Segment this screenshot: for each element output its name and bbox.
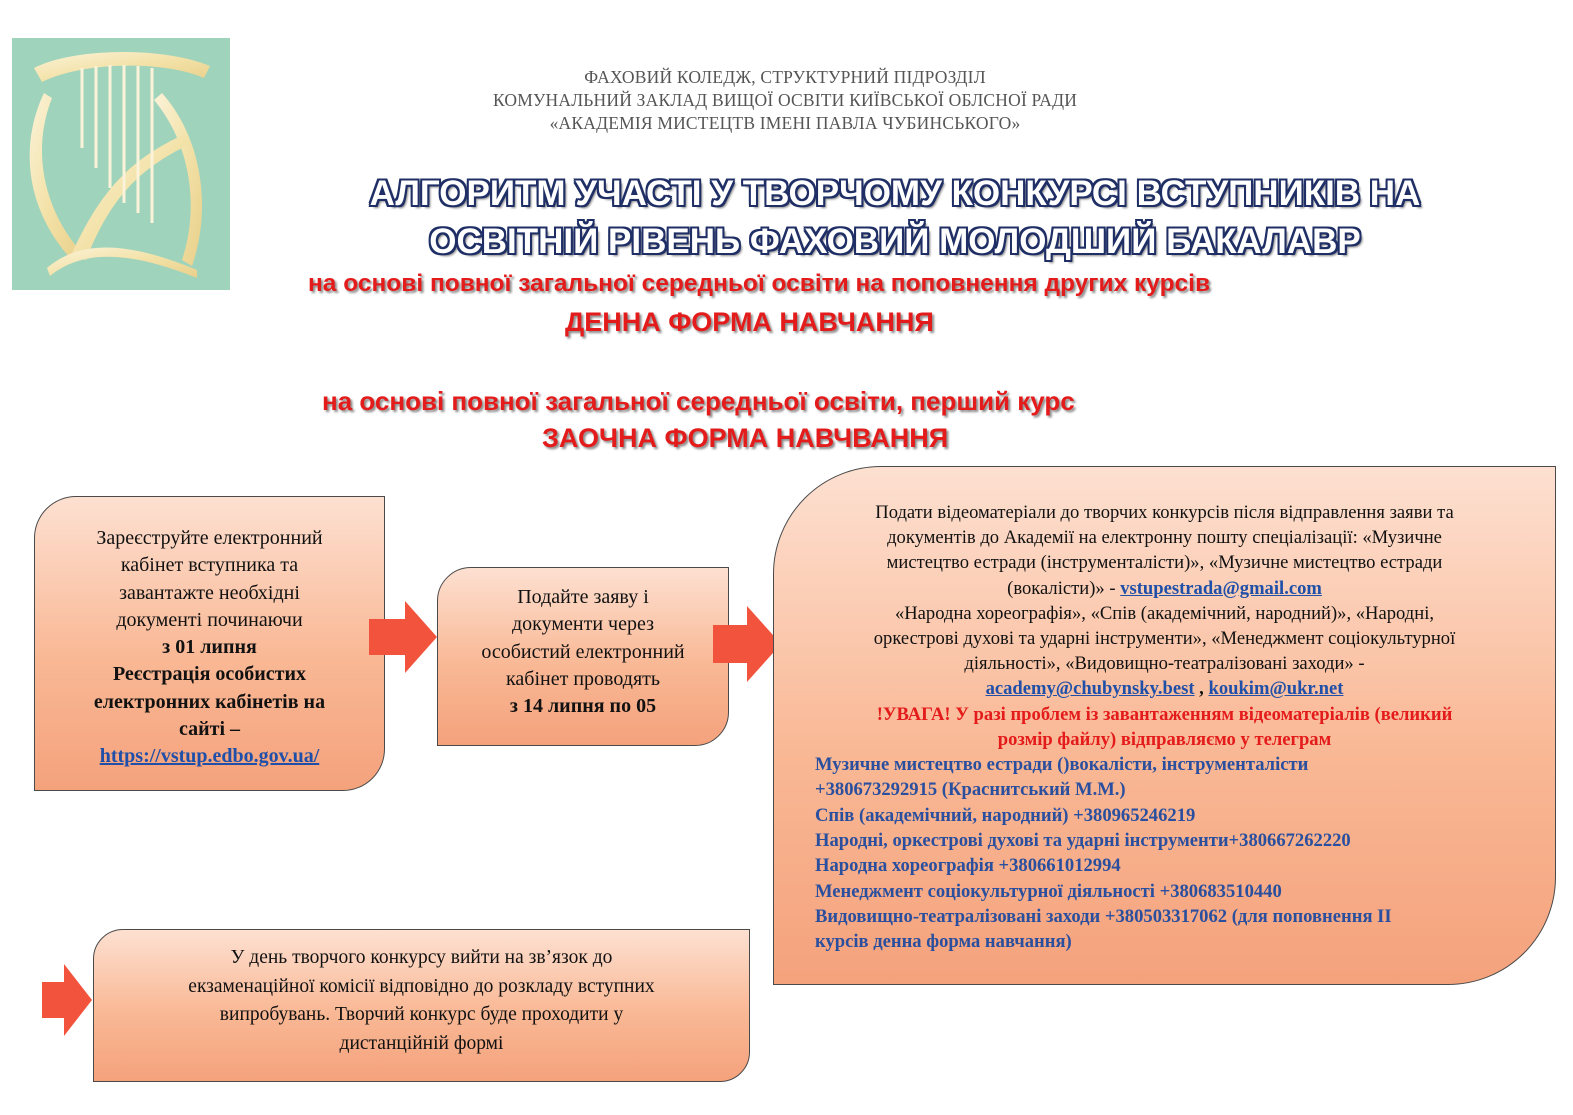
step-1-line: Зареєструйте електронний <box>96 527 323 549</box>
step-4-line: екзаменаційної комісії відповідно до розкладу вступних <box>188 975 655 997</box>
warning-text: !УВАГА! У разі проблем із завантаженням відеоматеріалів (великий <box>876 703 1453 725</box>
edbo-link[interactable]: https://vstup.edbo.gov.ua/ <box>99 745 320 768</box>
subtitle-extramural-form: ЗАОЧНА ФОРМА НАВЧВАННЯ <box>542 423 949 453</box>
email-estrada-link[interactable]: vstupestrada@gmail.com <box>1120 577 1322 599</box>
step-1-line: кабінет вступника та <box>120 554 299 577</box>
contact-item: Менеджмент соціокультурної діяльності +380683510440 <box>815 880 1282 902</box>
step-1-registration-text: сайті – <box>178 718 241 741</box>
step-3-emails-line <box>804 676 1525 701</box>
contact-item: Народні, оркестрові духові та ударні інструменти+380667262220 <box>815 829 1351 851</box>
step-1-register-box <box>34 496 385 791</box>
step-3-intro: (вокалісти)» - <box>1007 577 1116 599</box>
email-separator: , <box>1199 678 1204 700</box>
contact-item: Видовищно-театралізовані заходи +380503317062 (для поповнення ІІ <box>815 905 1392 927</box>
step-2-line: документи через <box>512 613 654 636</box>
step-3-group-2: «Народна хореографія», «Спів (академічний, народний)», «Народні, <box>894 602 1435 624</box>
step-3-video-box <box>773 466 1556 985</box>
subtitle-extramural-basis: на основі повної загальної середньої освіти, перший курс <box>322 386 1075 416</box>
arrow-right-icon <box>369 601 437 673</box>
academy-logo <box>12 38 230 290</box>
warning-text: розмір файлу) відправляємо у телеграм <box>997 728 1332 750</box>
step-3-intro: мистецтво естради (інструменталісти)», «Музичне мистецтво естради <box>886 552 1443 574</box>
contact-item: курсів денна форма навчання) <box>815 931 1072 953</box>
step-2-line: кабінет проводять <box>505 667 660 690</box>
step-2-dates: з 14 липня по 05 <box>509 695 657 718</box>
contact-item: Музичне мистецтво естради ()вокалісти, інструменталісти <box>815 754 1309 776</box>
arrow-right-icon <box>42 964 92 1036</box>
step-2-submit-box <box>437 567 729 746</box>
step-4-line: дистанційній формі <box>339 1033 504 1055</box>
page-title <box>270 170 1520 266</box>
step-3-group-2: оркестрові духові та ударні інструменти», «Менеджмент соціокультурної <box>873 628 1456 650</box>
step-4-line: випробувань. Творчий конкурс буде проходити у <box>219 1004 624 1026</box>
title-line-2: ОСВІТНІЙ РІВЕНЬ ФАХОВИЙ МОЛОДШИЙ БАКАЛАВР <box>429 222 1361 261</box>
arrow-right-icon <box>713 606 781 682</box>
subtitle-day-form: ДЕННА ФОРМА НАВЧАННЯ <box>565 307 934 337</box>
telegram-contacts-list <box>804 752 1525 954</box>
step-3-group-2: діяльності», «Видовищно-театралізовані заходи» - <box>964 653 1365 675</box>
step-2-line: особистий електронний <box>481 640 685 663</box>
step-2-line: Подайте заяву і <box>517 586 649 608</box>
step-1-registration-text: електронних кабінетів на <box>93 690 326 713</box>
institution-line-1: ФАХОВИЙ КОЛЕДЖ, СТРУКТУРНИЙ ПІДРОЗДІЛ <box>584 67 986 87</box>
contact-item: +380673292915 (Краснитський М.М.) <box>815 779 1126 801</box>
step-1-line: документі починаючи <box>116 608 303 631</box>
step-3-intro: документів до Академії на електронну пошту спеціалізації: «Музичне <box>887 527 1442 549</box>
subtitle-day-basis: на основі повної загальної середньої освіти на поповнення других курсів <box>308 270 1211 297</box>
lyre-logo-icon <box>12 38 230 290</box>
email-koukim-link[interactable]: koukim@ukr.net <box>1208 678 1344 700</box>
institution-header <box>380 66 1190 135</box>
step-1-registration-text: Реєстрація особистих <box>112 663 307 686</box>
step-3-intro-email-line <box>804 576 1525 601</box>
contact-item: Спів (академічний, народний) +380965246219 <box>815 804 1196 826</box>
step-1-line: завантажте необхідні <box>119 581 300 604</box>
step-3-intro: Подати відеоматеріали до творчих конкурсів після відправлення заяви та <box>875 502 1454 523</box>
institution-line-3: «АКАДЕМІЯ МИСТЕЦТВ ІМЕНІ ПАВЛА ЧУБИНСЬКОГО» <box>549 113 1021 133</box>
step-1-start-date: з 01 липня <box>162 636 257 659</box>
email-academy-link[interactable]: academy@chubynsky.best <box>985 678 1195 700</box>
contact-item: Народна хореографія +380661012994 <box>815 855 1121 877</box>
step-4-contest-box <box>93 929 750 1082</box>
step-4-line: У день творчого конкурсу вийти на зв’язок до <box>230 947 613 968</box>
title-line-1: АЛГОРИТМ УЧАСТІ У ТВОРЧОМУ КОНКУРСІ ВСТУПНИКІВ НА <box>369 174 1421 213</box>
institution-line-2: КОМУНАЛЬНИЙ ЗАКЛАД ВИЩОЇ ОСВІТИ КИЇВСЬКОЇ ОБЛСНОЇ РАДИ <box>492 90 1078 110</box>
